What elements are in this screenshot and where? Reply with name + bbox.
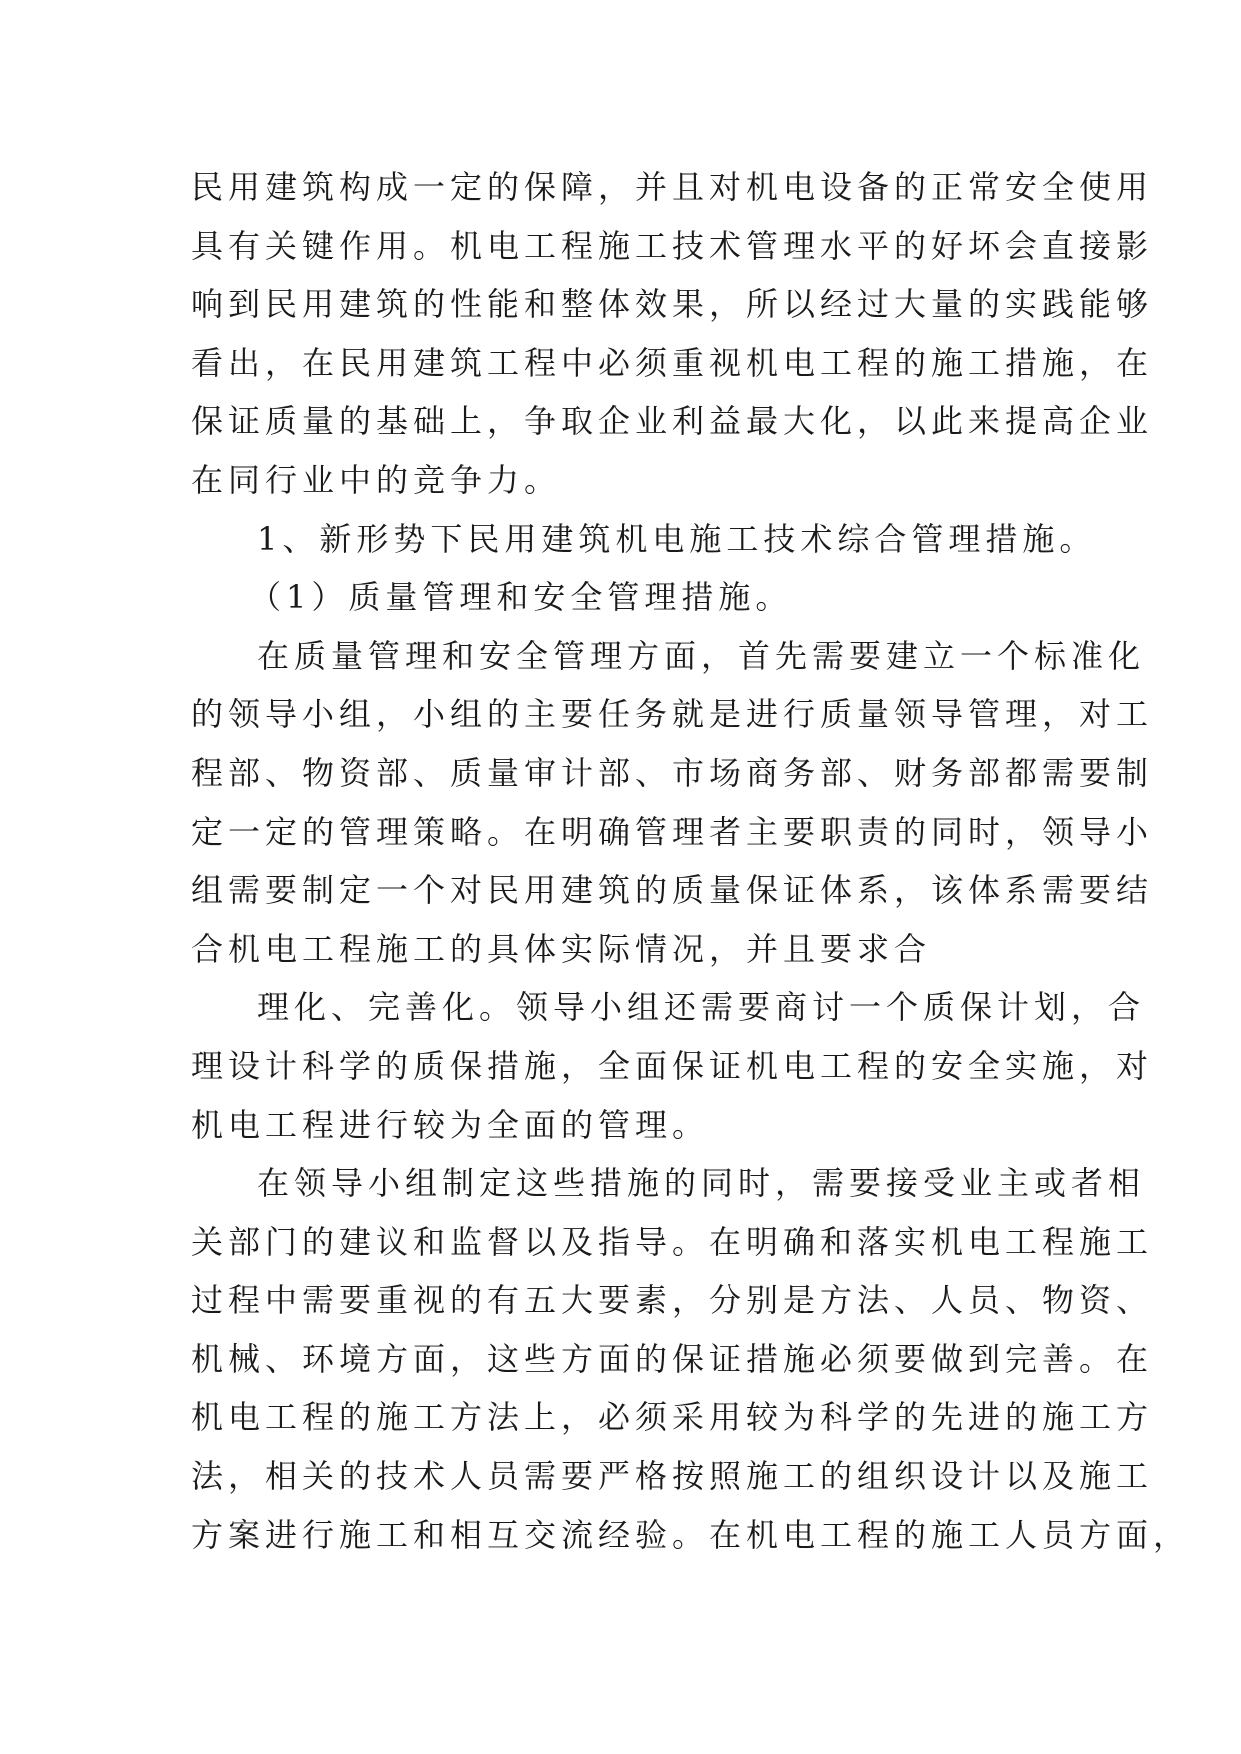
- text-line: 组需要制定一个对民用建筑的质量保证体系，该体系需要结: [191, 871, 1154, 910]
- text-line: 看出，在民用建筑工程中必须重视机电工程的施工措施，在: [191, 343, 1154, 382]
- text-line: 响到民用建筑的性能和整体效果，所以经过大量的实践能够: [191, 285, 1154, 324]
- text-line: 法，相关的技术人员需要严格按照施工的组织设计以及施工: [191, 1457, 1154, 1496]
- text-line: 合机电工程施工的具体实际情况，并且要求合: [191, 929, 932, 968]
- text-line: 方案进行施工和相互交流经验。在机电工程的施工人员方面，: [191, 1515, 1191, 1554]
- text-line: 的领导小组，小组的主要任务就是进行质量领导管理，对工: [191, 695, 1154, 734]
- text-line: 具有关键作用。机电工程施工技术管理水平的好坏会直接影: [191, 226, 1154, 265]
- text-line: 定一定的管理策略。在明确管理者主要职责的同时，领导小: [191, 812, 1154, 851]
- text-line: 在领导小组制定这些措施的同时，需要接受业主或者相: [257, 1164, 1146, 1203]
- text-line: 民用建筑构成一定的保障，并且对机电设备的正常安全使用: [191, 168, 1154, 206]
- text-line: 在质量管理和安全管理方面，首先需要建立一个标准化: [257, 636, 1146, 675]
- section-heading: 1、新形势下民用建筑机电施工技术综合管理措施。: [257, 519, 1097, 558]
- text-line: 过程中需要重视的有五大要素，分别是方法、人员、物资、: [191, 1281, 1154, 1320]
- text-line: 理化、完善化。领导小组还需要商讨一个质保计划，合: [257, 988, 1146, 1027]
- text-line: 保证质量的基础上，争取企业利益最大化，以此来提高企业: [191, 402, 1154, 441]
- text-line: 理设计科学的质保措施，全面保证机电工程的安全实施，对: [191, 1046, 1154, 1085]
- text-line: 关部门的建议和监督以及指导。在明确和落实机电工程施工: [191, 1222, 1154, 1261]
- text-line: 机电工程进行较为全面的管理。: [191, 1105, 710, 1144]
- text-line: 机电工程的施工方法上，必须采用较为科学的先进的施工方: [191, 1398, 1154, 1437]
- body-text: [191, 158, 1191, 1564]
- subsection-heading: （1）质量管理和安全管理措施。: [249, 578, 793, 617]
- text-line: 机械、环境方面，这些方面的保证措施必须要做到完善。在: [191, 1339, 1154, 1378]
- text-line: 在同行业中的竞争力。: [191, 460, 562, 499]
- text-line: 程部、物资部、质量审计部、市场商务部、财务部都需要制: [191, 753, 1154, 792]
